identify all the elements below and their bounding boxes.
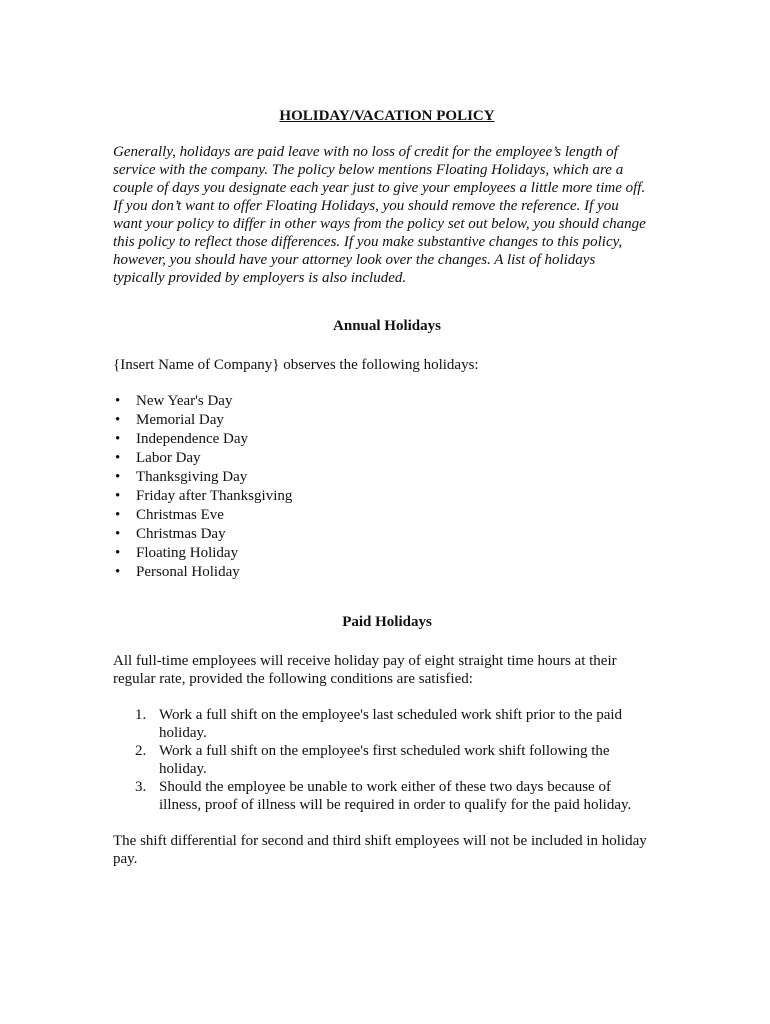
bullet-icon: • xyxy=(115,393,121,409)
bullet-icon: • xyxy=(115,526,121,542)
list-item xyxy=(113,742,661,778)
condition-text: Work a full shift on the employee's first scheduled work shift following the holiday. xyxy=(159,743,610,777)
conditions-list xyxy=(113,706,661,814)
holiday-name: Christmas Day xyxy=(136,526,226,542)
bullet-icon: • xyxy=(115,564,121,580)
holiday-name: Labor Day xyxy=(136,450,201,466)
condition-number: 1. xyxy=(135,707,147,723)
bullet-icon: • xyxy=(115,507,121,523)
holiday-name: Independence Day xyxy=(136,431,249,447)
holiday-name: Thanksgiving Day xyxy=(136,469,248,485)
list-item xyxy=(113,563,661,582)
bullet-icon: • xyxy=(115,431,121,447)
holiday-name: Floating Holiday xyxy=(136,545,239,561)
holiday-name: Friday after Thanksgiving xyxy=(136,488,293,504)
list-item xyxy=(113,468,661,487)
list-item xyxy=(113,506,661,525)
holiday-name: Christmas Eve xyxy=(136,507,224,523)
closing-paragraph: The shift differential for second and third shift employees will not be included in holiday pay. xyxy=(113,833,647,867)
list-item xyxy=(113,392,661,411)
annual-holidays-intro: {Insert Name of Company} observes the following holidays: xyxy=(113,357,479,373)
paid-holidays-intro: All full-time employees will receive holiday pay of eight straight time hours at their regular rate, provided the following conditions are satisfied: xyxy=(113,653,617,687)
list-item xyxy=(113,430,661,449)
list-item xyxy=(113,487,661,506)
bullet-icon: • xyxy=(115,488,121,504)
condition-text: Should the employee be unable to work either of these two days because of illness, proof of illness will be required in order to qualify for the paid holiday. xyxy=(159,779,632,813)
holiday-name: Personal Holiday xyxy=(136,564,240,580)
condition-number: 3. xyxy=(135,779,147,795)
intro-paragraph: Generally, holidays are paid leave with no loss of credit for the employee’s length of service with the company. The policy below mentions Floating Holidays, which are a couple of days you designate each year just to give your employees a little more time off. If you don’t want to offer Floating Holidays, you should remove the reference. If you want your policy to differ in other ways from the policy set out below, you should change this policy to reflect those differences. If you make substantive changes to this policy, however, you should have your attorney look over the changes. A list of holidays typically provided by employers is also included. xyxy=(113,144,646,286)
list-item xyxy=(113,706,661,742)
annual-holidays-heading: Annual Holidays xyxy=(333,318,441,334)
document-page xyxy=(113,108,661,886)
bullet-icon: • xyxy=(115,545,121,561)
list-item xyxy=(113,525,661,544)
bullet-icon: • xyxy=(115,450,121,466)
holiday-list xyxy=(113,392,661,582)
holiday-name: Memorial Day xyxy=(136,412,224,428)
list-item xyxy=(113,544,661,563)
list-item xyxy=(113,449,661,468)
bullet-icon: • xyxy=(115,412,121,428)
holiday-name: New Year's Day xyxy=(136,393,233,409)
document-title: HOLIDAY/VACATION POLICY xyxy=(279,108,495,124)
condition-number: 2. xyxy=(135,743,147,759)
list-item xyxy=(113,411,661,430)
list-item xyxy=(113,778,661,814)
paid-holidays-heading: Paid Holidays xyxy=(342,614,432,630)
condition-text: Work a full shift on the employee's last scheduled work shift prior to the paid holiday. xyxy=(159,707,623,741)
bullet-icon: • xyxy=(115,469,121,485)
